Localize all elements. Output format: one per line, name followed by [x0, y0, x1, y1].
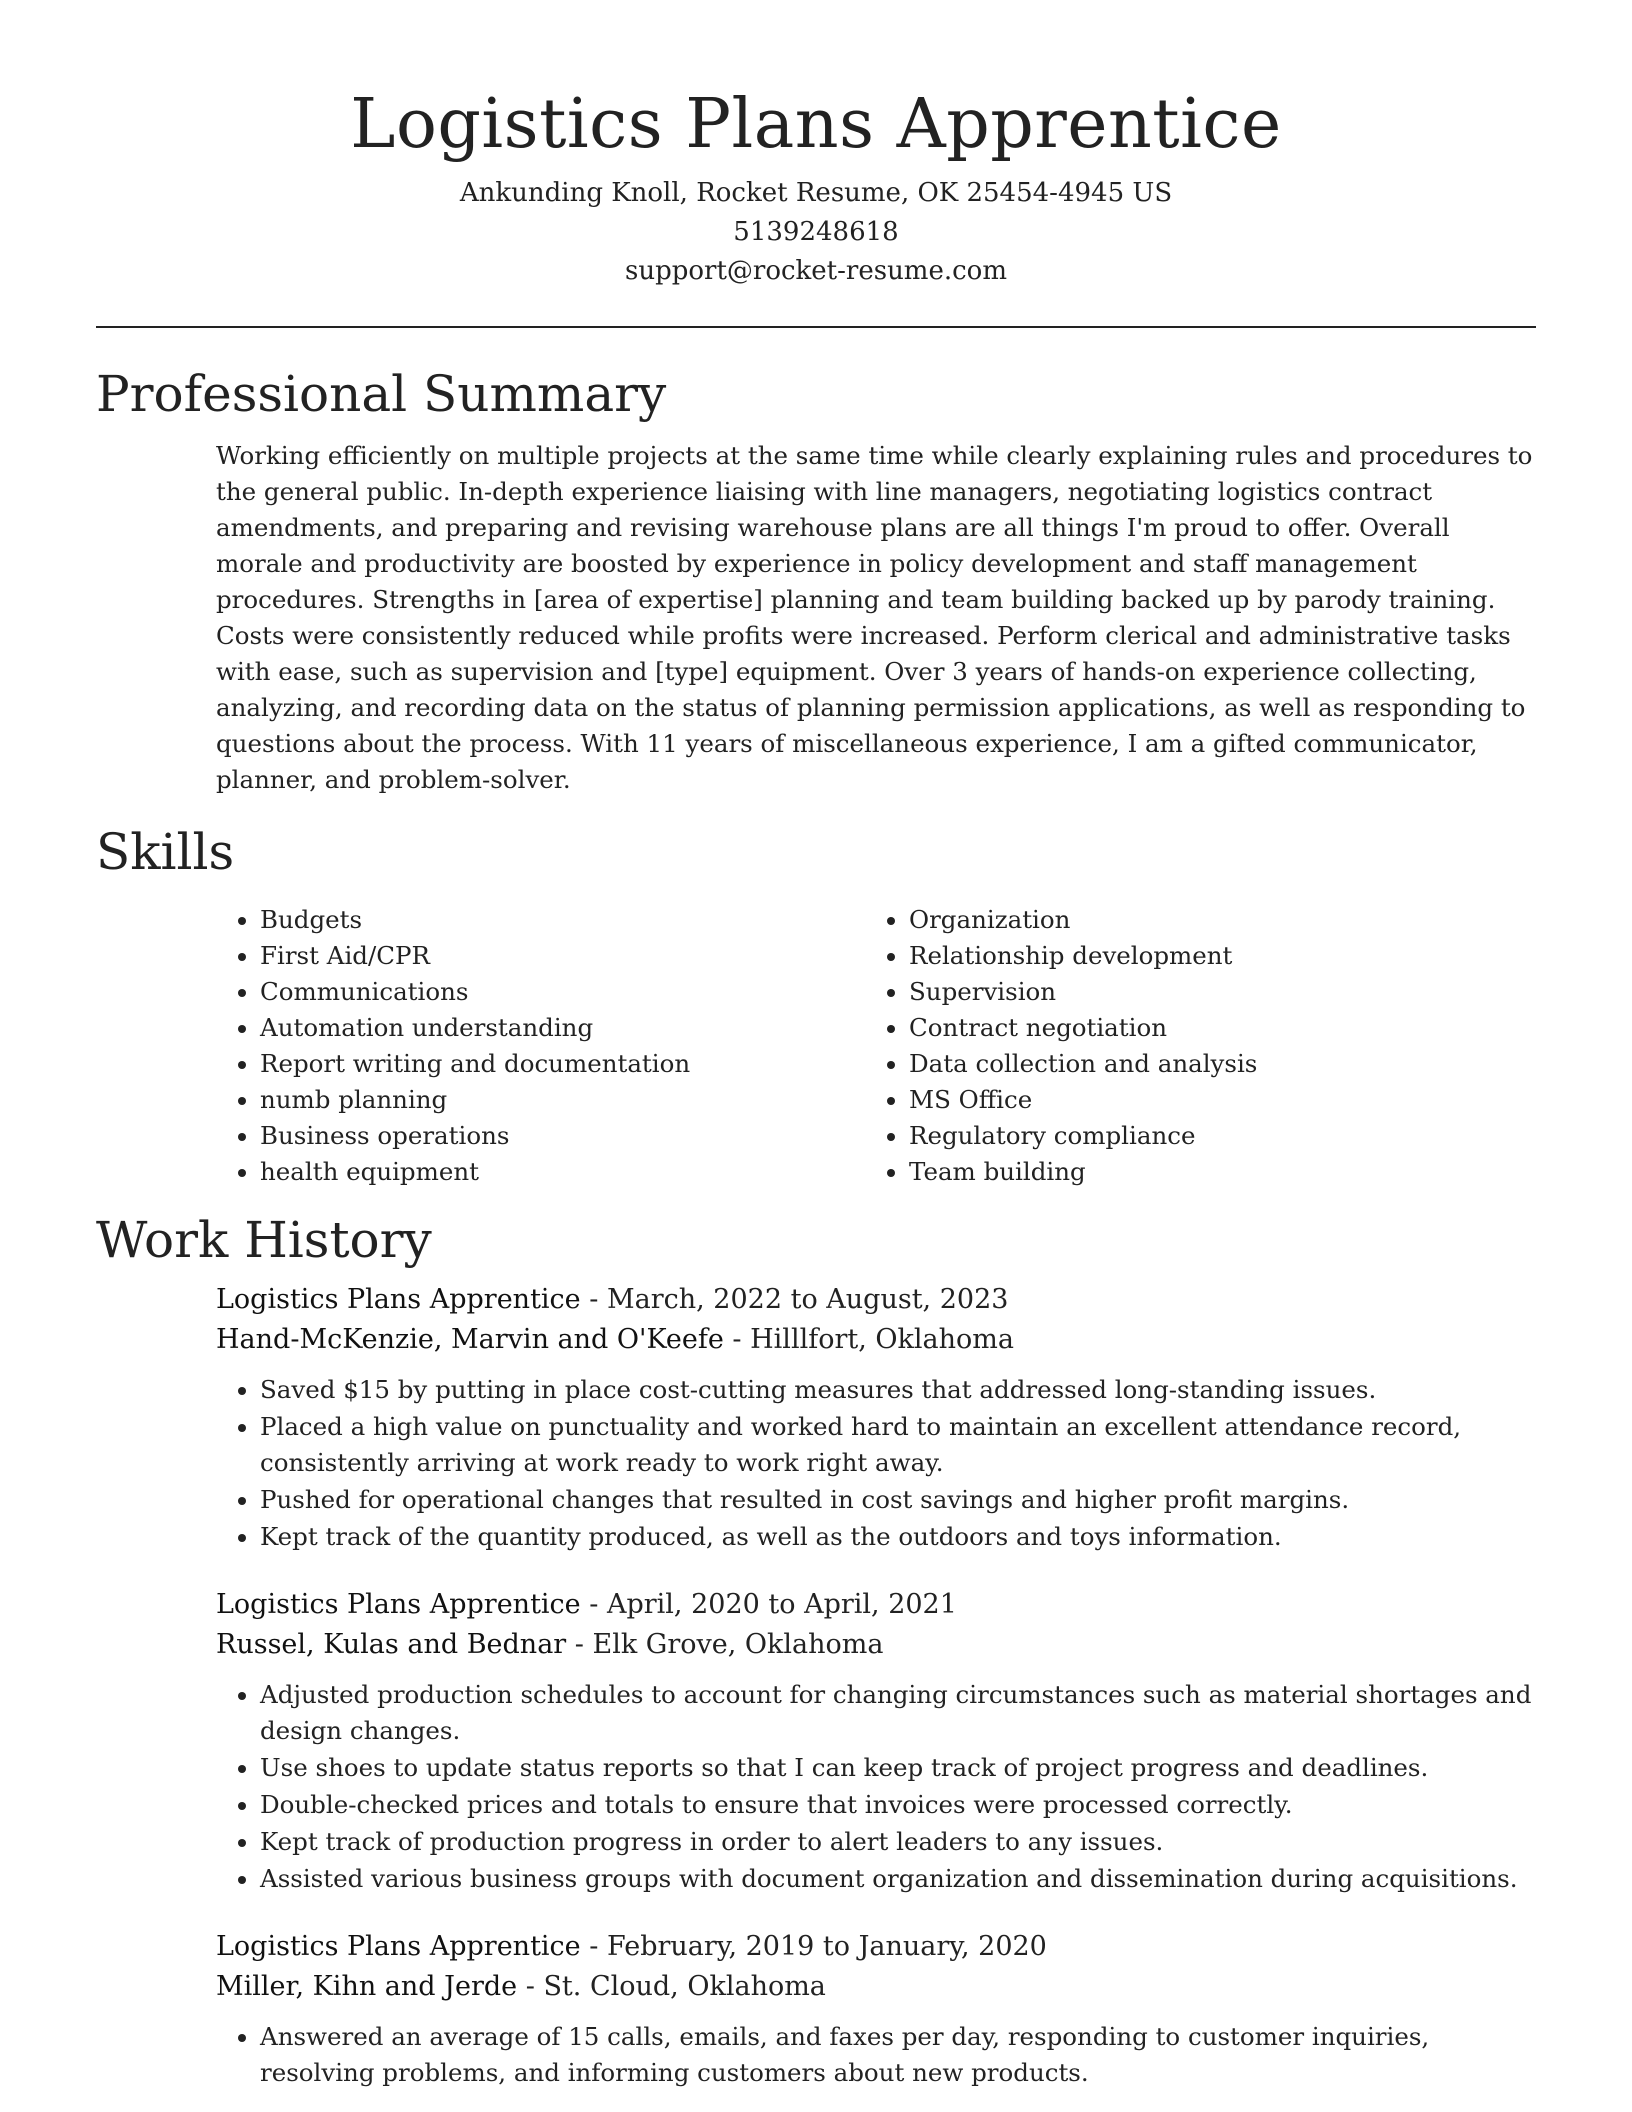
summary-text: Working efficiently on multiple projects at the same time while clearly explaining rules and procedures to the general public. In-depth experience liaising with line managers, negotiating logistics contract amendments, and preparing and revising warehouse plans are all things I'm proud to offer. Overall morale and productivity are boosted by experience in policy development and staff management procedures. Strengths in [area of expertise] planning and team building backed up by parody training. Costs were consistently reduced while profits were increased. Perform clerical and administrative tasks with ease, such as supervision and [type] equipment. Over 3 years of hands-on experience collecting, analyzing, and recording data on the status of planning permission applications, as well as responding to questions about the process. With 11 years of miscellaneous experience, I am a gifted communicator, planner, and problem-solver. [216, 441, 1533, 794]
job-bullet: • Double-checked prices and totals to ensure that invoices were processed correctly. [260, 1787, 1546, 1823]
separator: - [723, 1324, 751, 1355]
contact-phone: 5139248618 [733, 217, 899, 247]
job-bullet: • Adjusted production schedules to account for changing circumstances such as material shortages and design changes. [260, 1677, 1546, 1749]
skill-item: • First Aid/CPR [260, 938, 865, 974]
resume-page [96, 0, 1536, 2092]
job-title: Logistics Plans Apprentice [216, 1589, 581, 1620]
job-company-line [216, 1320, 1546, 1360]
job-company: Russel, Kulas and Bednar [216, 1629, 567, 1660]
candidate-name: Logistics Plans Apprentice [350, 85, 1282, 164]
separator: - [580, 1284, 607, 1315]
job-company-line [216, 1967, 1546, 2007]
job-title-line [216, 1585, 1546, 1625]
skill-item: • Automation understanding [260, 1010, 865, 1046]
skill-item: • numb planning [260, 1082, 865, 1118]
job-bullets [216, 1372, 1546, 1555]
skill-item: • Contract negotiation [909, 1010, 1514, 1046]
separator: - [580, 1931, 607, 1962]
job-bullet: • Kept track of the quantity produced, as well as the outdoors and toys information. [260, 1519, 1546, 1555]
skill-item: • MS Office [909, 1082, 1514, 1118]
job-company: Miller, Kihn and Jerde [216, 1971, 518, 2002]
skill-item: • Report writing and documentation [260, 1046, 865, 1082]
section-title-skills: Skills [96, 823, 235, 881]
section-title-summary: Professional Summary [96, 365, 667, 423]
skill-item: • health equipment [260, 1154, 865, 1190]
job-bullet: • Answered an average of 15 calls, emails, and faxes per day, responding to customer inquiries, resolving problems, and informing customers about new products. [260, 2019, 1546, 2091]
skill-item: • Business operations [260, 1118, 865, 1154]
separator: - [517, 1971, 544, 2002]
skill-item: • Team building [909, 1154, 1514, 1190]
job-dates: March, 2022 to August, 2023 [606, 1284, 1009, 1315]
contact-email: support@rocket-resume.com [624, 256, 1007, 286]
skill-item: • Organization [909, 902, 1514, 938]
job-title-line [216, 1927, 1546, 1967]
job-bullets [216, 1677, 1546, 1897]
job-location: Elk Grove, Oklahoma [592, 1629, 884, 1660]
job-company-line [216, 1625, 1546, 1665]
contact-block [96, 174, 1536, 291]
job-location: Hilllfort, Oklahoma [750, 1324, 1014, 1355]
skill-item: • Regulatory compliance [909, 1118, 1514, 1154]
header-divider [96, 326, 1536, 328]
job-company: Hand-McKenzie, Marvin and O'Keefe [216, 1324, 724, 1355]
section-title-work-history: Work History [96, 1211, 432, 1269]
separator: - [566, 1629, 593, 1660]
job-title: Logistics Plans Apprentice [216, 1284, 581, 1315]
job-bullet: • Saved $15 by putting in place cost-cutting measures that addressed long-standing issues. [260, 1372, 1546, 1408]
job-dates: February, 2019 to January, 2020 [606, 1931, 1047, 1962]
skill-item: • Supervision [909, 974, 1514, 1010]
job-title: Logistics Plans Apprentice [216, 1931, 581, 1962]
job-bullet: • Use shoes to update status reports so that I can keep track of project progress and deadlines. [260, 1750, 1546, 1786]
job-entry [216, 1927, 1546, 2091]
skills-column-right [865, 902, 1514, 1190]
job-dates: April, 2020 to April, 2021 [606, 1589, 957, 1620]
contact-address: Ankunding Knoll, Rocket Resume, OK 25454-4945 US [459, 178, 1173, 208]
job-bullet: • Kept track of production progress in order to alert leaders to any issues. [260, 1824, 1546, 1860]
skills-list [216, 902, 1536, 1190]
skill-item: • Data collection and analysis [909, 1046, 1514, 1082]
job-bullet: • Pushed for operational changes that resulted in cost savings and higher profit margins. [260, 1482, 1546, 1518]
job-entry [216, 1585, 1546, 1897]
skill-item: • Communications [260, 974, 865, 1010]
skill-item: • Budgets [260, 902, 865, 938]
separator: - [580, 1589, 607, 1620]
job-bullet: • Assisted various business groups with document organization and dissemination during acquisitions. [260, 1861, 1546, 1897]
job-bullets [216, 2019, 1546, 2091]
skills-column-left [216, 902, 865, 1190]
job-entry [216, 1280, 1546, 1555]
skill-item: • Relationship development [909, 938, 1514, 974]
job-title-line [216, 1280, 1546, 1320]
job-bullet: • Placed a high value on punctuality and worked hard to maintain an excellent attendance record, consistently arriving at work ready to work right away. [260, 1409, 1546, 1481]
job-location: St. Cloud, Oklahoma [543, 1971, 826, 2002]
